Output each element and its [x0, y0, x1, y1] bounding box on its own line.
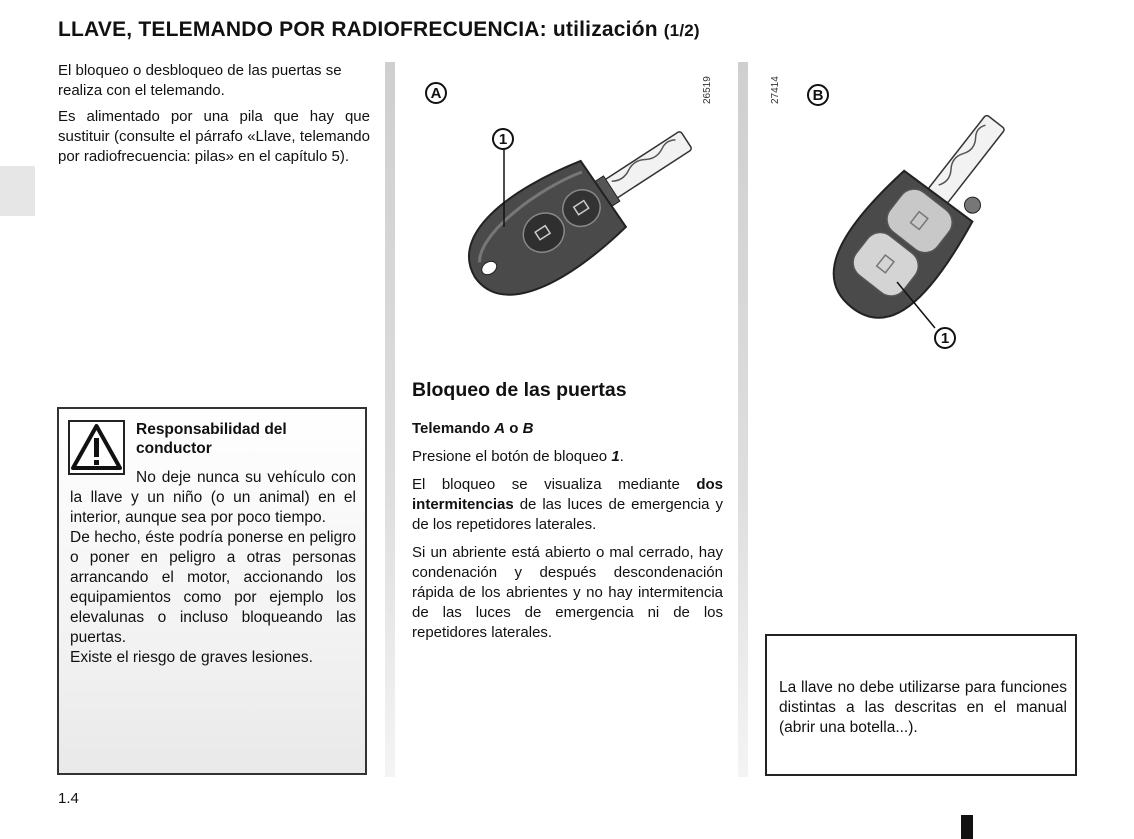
- intro-text: [58, 61, 370, 167]
- warning-paragraph-1: No deje nunca su vehículo con la llave y un niño (o un animal) en el interior, aunque sea por poco tiempo.: [70, 469, 356, 526]
- visual-bold: dos intermitencias: [412, 476, 723, 513]
- warning-text: [70, 468, 356, 668]
- section-body: [412, 419, 723, 643]
- warning-triangle-icon: [68, 420, 125, 475]
- visual-post: de las luces de emergencia y de los repetidores laterales.: [412, 496, 723, 533]
- note-text: La llave no debe utilizarse para funciones distintas a las descritas en el manual (abrir una botella...).: [779, 679, 1067, 736]
- figure-a-reference: 26519: [702, 76, 713, 104]
- subheading-prefix: Telemando: [412, 420, 495, 437]
- press-instruction: [412, 447, 723, 467]
- chapter-tab: [0, 166, 35, 216]
- key-b-illustration: [805, 110, 1035, 340]
- key-a-illustration: [440, 115, 710, 330]
- press-text: Presione el botón de bloqueo: [412, 448, 612, 465]
- subheading-a: A: [494, 420, 506, 437]
- figure-a-callout: 1: [492, 128, 514, 150]
- page-title-main: LLAVE, TELEMANDO POR RADIOFRECUENCIA: utilización: [58, 18, 658, 41]
- visual-pre: El bloqueo se visualiza mediante: [412, 476, 697, 493]
- intro-paragraph-1: El bloqueo o desbloqueo de las puertas se realiza con el telemando.: [58, 62, 342, 99]
- figure-a-label: A: [425, 82, 447, 104]
- intro-paragraph-2: Es alimentado por una pila que hay que sustituir (consulte el párrafo «Llave, telemando por radiofrecuencia: pilas» en el capítulo 5).: [58, 108, 370, 165]
- subheading-mid: o: [505, 420, 523, 437]
- figure-b-reference: 27414: [770, 76, 781, 104]
- subheading-b: B: [522, 420, 534, 437]
- warning-paragraph-3: Existe el riesgo de graves lesiones.: [70, 649, 313, 666]
- warning-title: Responsabilidad del conductor: [136, 421, 287, 457]
- section-heading: Bloqueo de las puertas: [412, 379, 627, 401]
- column-divider-1: [385, 62, 395, 777]
- open-door-paragraph: Si un abriente está abierto o mal cerrado, hay condenación y después descondenación rápida de los abrientes y no hay intermitencia de las luces de emergencia ni de los repetidores laterales.: [412, 544, 723, 641]
- note-box: [765, 634, 1077, 776]
- lock-visual-paragraph: [412, 475, 723, 535]
- page-title: [58, 18, 700, 42]
- column-divider-2: [738, 62, 748, 777]
- press-end: .: [619, 448, 624, 465]
- corner-mark: [961, 815, 973, 839]
- warning-paragraph-2: De hecho, éste podría ponerse en peligro o poner en peligro a otras personas arrancando el motor, accionando los equipamientos como por ejemplo los elevalunas o incluso bloqueando las puertas.: [70, 529, 356, 646]
- press-ref: 1: [611, 448, 620, 465]
- warning-box: [57, 407, 367, 775]
- page-number: 1.4: [58, 790, 79, 807]
- figure-b-label: B: [807, 84, 829, 106]
- remote-subheading: [412, 419, 723, 439]
- page-title-part: (1/2): [663, 21, 700, 40]
- figure-b-callout: 1: [934, 327, 956, 349]
